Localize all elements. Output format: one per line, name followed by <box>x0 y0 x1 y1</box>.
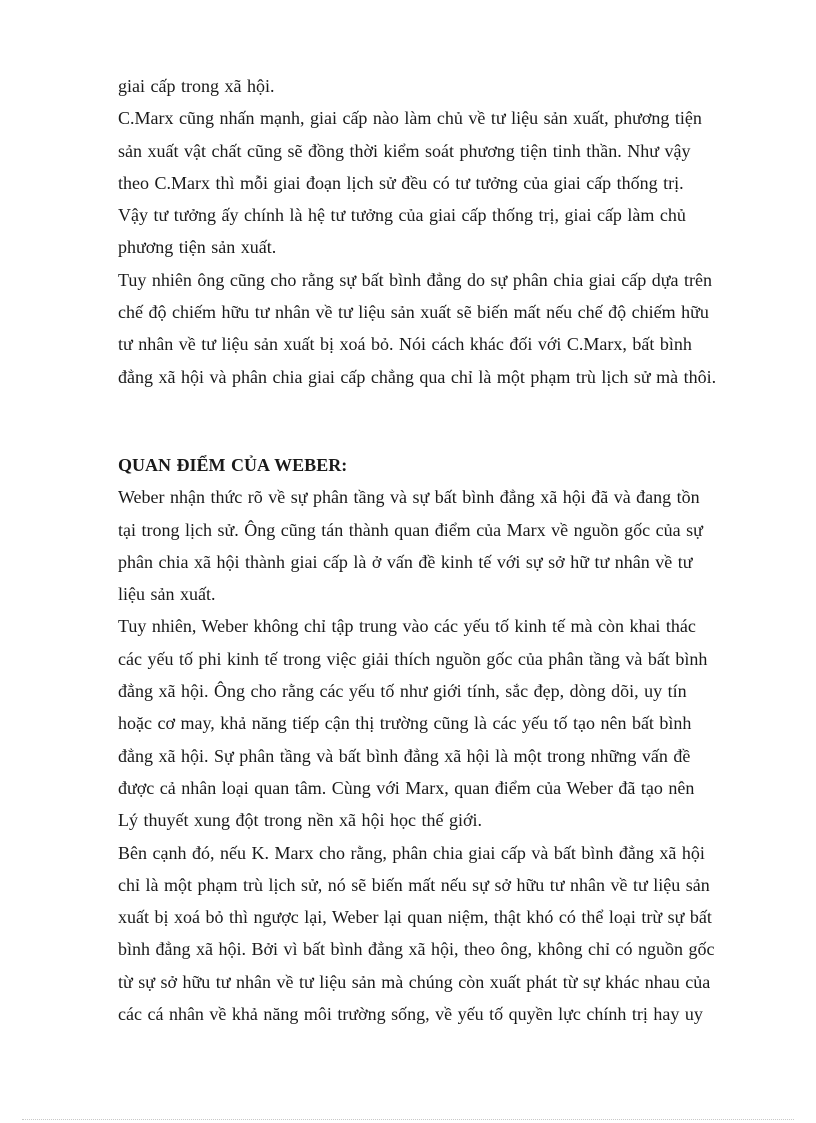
section-weber <box>118 449 738 1030</box>
paragraph-line: liệu sản xuất. <box>118 584 216 605</box>
paragraph-line: C.Marx cũng nhấn mạnh, giai cấp nào làm chủ về tư liệu sản xuất, phương tiện <box>118 108 702 129</box>
paragraph-line: chỉ là một phạm trù lịch sử, nó sẽ biến mất nếu sự sở hữu tư nhân về tư liệu sản <box>118 874 710 895</box>
paragraph-line: đẳng xã hội và phân chia giai cấp chẳng qua chỉ là một phạm trù lịch sử mà thôi. <box>118 366 717 387</box>
paragraph-line: bình đẳng xã hội. Bởi vì bất bình đẳng xã hội, theo ông, không chỉ có nguồn gốc <box>118 939 715 960</box>
document-page <box>118 70 738 1030</box>
paragraph-line: Weber nhận thức rõ về sự phân tầng và sự bất bình đẳng xã hội đã và đang tồn <box>118 487 700 508</box>
paragraph-line: đẳng xã hội. Sự phân tầng và bất bình đẳng xã hội là một trong những vấn đề <box>118 745 691 766</box>
paragraph-line: đẳng xã hội. Ông cho rằng các yếu tố như giới tính, sắc đẹp, dòng dõi, uy tín <box>118 681 687 702</box>
section-marx-conclusion <box>118 70 738 393</box>
paragraph-line: chế độ chiếm hữu tư nhân về tư liệu sản xuất sẽ biến mất nếu chế độ chiếm hữu <box>118 302 709 323</box>
paragraph-line: Tuy nhiên, Weber không chỉ tập trung vào các yếu tố kinh tế mà còn khai thác <box>118 616 696 637</box>
paragraph-line: tại trong lịch sử. Ông cũng tán thành quan điểm của Marx về nguồn gốc của sự <box>118 519 703 540</box>
paragraph-line: Lý thuyết xung đột trong nền xã hội học thế giới. <box>118 810 482 831</box>
paragraph-line: sản xuất vật chất cũng sẽ đồng thời kiểm soát phương tiện tinh thần. Như vậy <box>118 140 691 161</box>
paragraph-line: hoặc cơ may, khả năng tiếp cận thị trường cũng là các yếu tố tạo nên bất bình <box>118 713 692 734</box>
paragraph-line: giai cấp trong xã hội. <box>118 76 275 96</box>
paragraph-line: phương tiện sản xuất. <box>118 237 277 258</box>
paragraph-line: các cá nhân về khả năng môi trường sống, về yếu tố quyền lực chính trị hay uy <box>118 1004 703 1025</box>
paragraph-line: các yếu tố phi kinh tế trong việc giải thích nguồn gốc của phân tầng và bất bình <box>118 648 708 669</box>
paragraph-line: Bên cạnh đó, nếu K. Marx cho rằng, phân chia giai cấp và bất bình đẳng xã hội <box>118 842 705 863</box>
paragraph-line: từ sự sở hữu tư nhân về tư liệu sản mà chúng còn xuất phát từ sự khác nhau của <box>118 971 711 992</box>
paragraph-line: tư nhân về tư liệu sản xuất bị xoá bỏ. Nói cách khác đối với C.Marx, bất bình <box>118 334 692 355</box>
paragraph-line: xuất bị xoá bỏ thì ngược lại, Weber lại quan niệm, thật khó có thể loại trừ sự bất <box>118 907 712 928</box>
paragraph-line: phân chia xã hội thành giai cấp là ở vấn đề kinh tế với sự sở hữ tư nhân về tư <box>118 551 693 572</box>
paragraph-line: theo C.Marx thì mỗi giai đoạn lịch sử đều có tư tưởng của giai cấp thống trị. <box>118 172 684 193</box>
paragraph-line: Vậy tư tưởng ấy chính là hệ tư tưởng của giai cấp thống trị, giai cấp làm chủ <box>118 205 686 226</box>
paragraph-line: Tuy nhiên ông cũng cho rằng sự bất bình đẳng do sự phân chia giai cấp dựa trên <box>118 269 712 290</box>
paragraph-line: được cả nhân loại quan tâm. Cùng với Marx, quan điểm của Weber đã tạo nên <box>118 777 695 798</box>
section-heading: QUAN ĐIỂM CỦA WEBER: <box>118 454 348 475</box>
section-spacer <box>118 393 738 449</box>
page-bottom-divider <box>22 1119 794 1120</box>
